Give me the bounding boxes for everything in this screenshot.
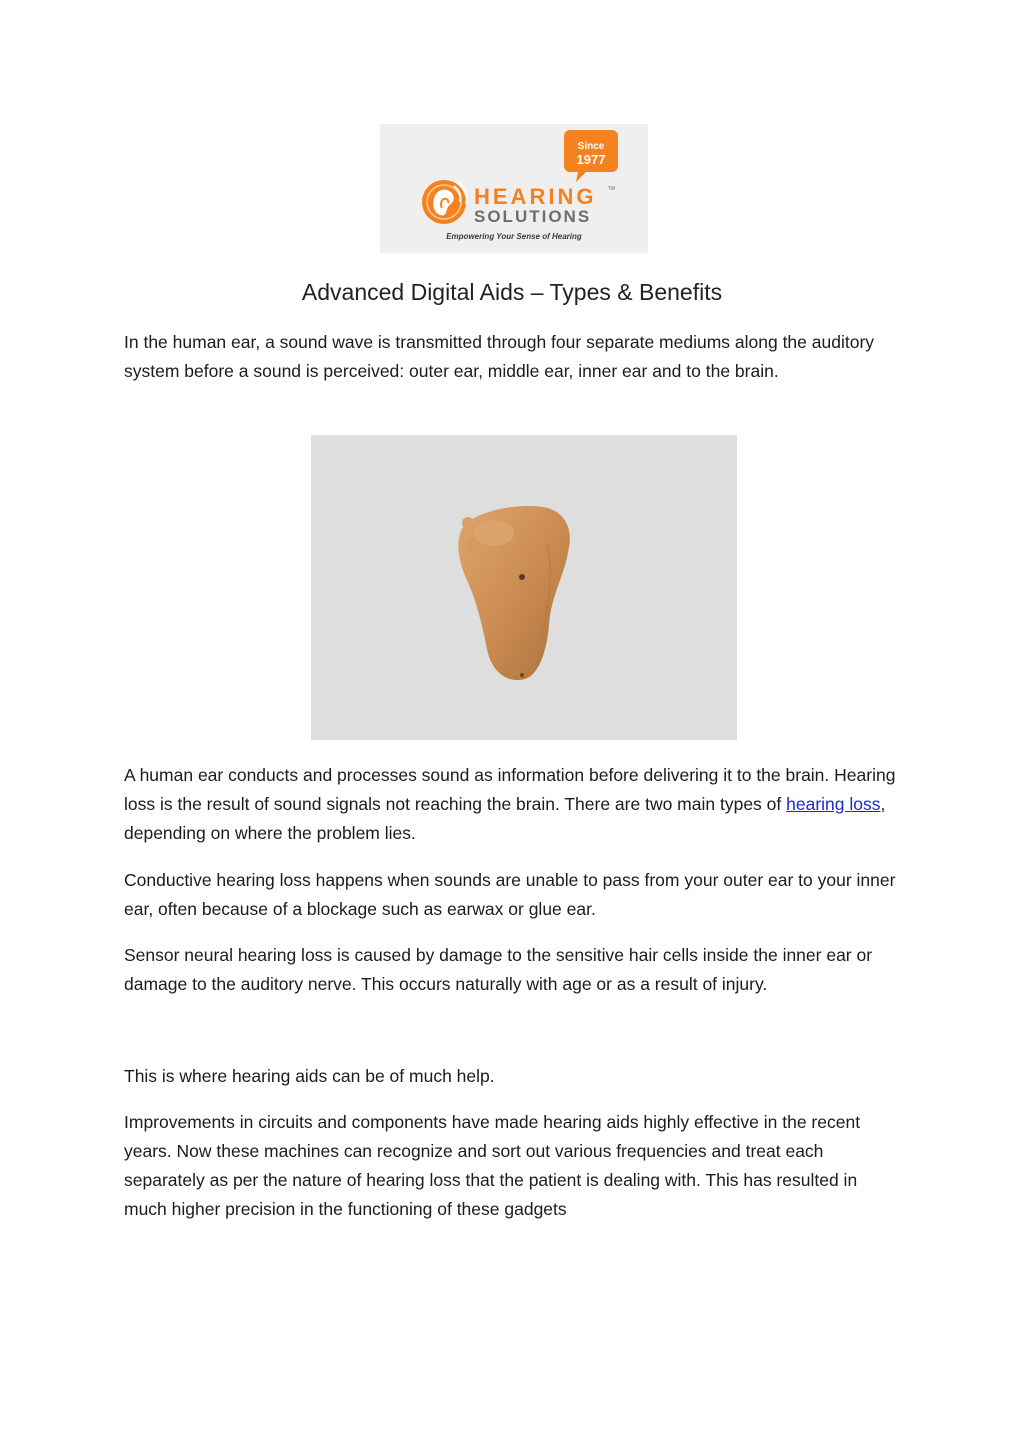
paragraph-intro: In the human ear, a sound wave is transmitted through four separate mediums along the auditory system before a sound is perceived: outer ear, middle ear, inner ear and to the brain.	[124, 332, 875, 381]
paragraph-text-start: A human ear conducts and processes sound as information before delivering it to the brain. Hearing loss is the result of sound signals not reaching the brain. There are two main types of	[124, 765, 896, 814]
brand-hearing-text: HEARING	[474, 184, 597, 209]
hearing-aid-device-icon	[311, 435, 737, 740]
hearing-loss-link[interactable]: hearing loss	[786, 794, 881, 814]
ear-icon	[422, 180, 467, 224]
logo-graphic	[380, 124, 648, 253]
paragraph-improvements: Improvements in circuits and components have made hearing aids highly effective in the recent years. Now these machines can recognize and sort out various frequencies and treat each separately as per the nature of hearing loss that the patient is dealing with. This has resulted in much higher precision in the functioning of these gadgets	[124, 1112, 861, 1219]
logo-tagline-text: Empowering Your Sense of Hearing	[446, 232, 582, 241]
page-title: Advanced Digital Aids – Types & Benefits	[301, 279, 723, 305]
paragraph-hearing-loss	[124, 761, 904, 848]
brand-solutions-text: SOLUTIONS	[474, 207, 592, 226]
paragraph-conductive: Conductive hearing loss happens when sounds are unable to pass from your outer ear to your inner ear, often because of a blockage such as earwax or glue ear.	[124, 870, 896, 919]
badge-since-text: Since	[577, 141, 605, 152]
badge-year-text: 1977	[576, 152, 606, 167]
company-logo	[380, 124, 648, 253]
paragraph-text-end: , depending on where the problem lies.	[124, 794, 886, 843]
trademark-text: TM	[608, 186, 616, 192]
paragraph-sensorineural: Sensor neural hearing loss is caused by damage to the sensitive hair cells inside the inner ear or damage to the auditory nerve. This occurs naturally with age or as a result of injury.	[124, 945, 873, 994]
paragraph-help: This is where hearing aids can be of much help.	[124, 1066, 495, 1086]
hearing-aid-photo	[311, 435, 737, 740]
